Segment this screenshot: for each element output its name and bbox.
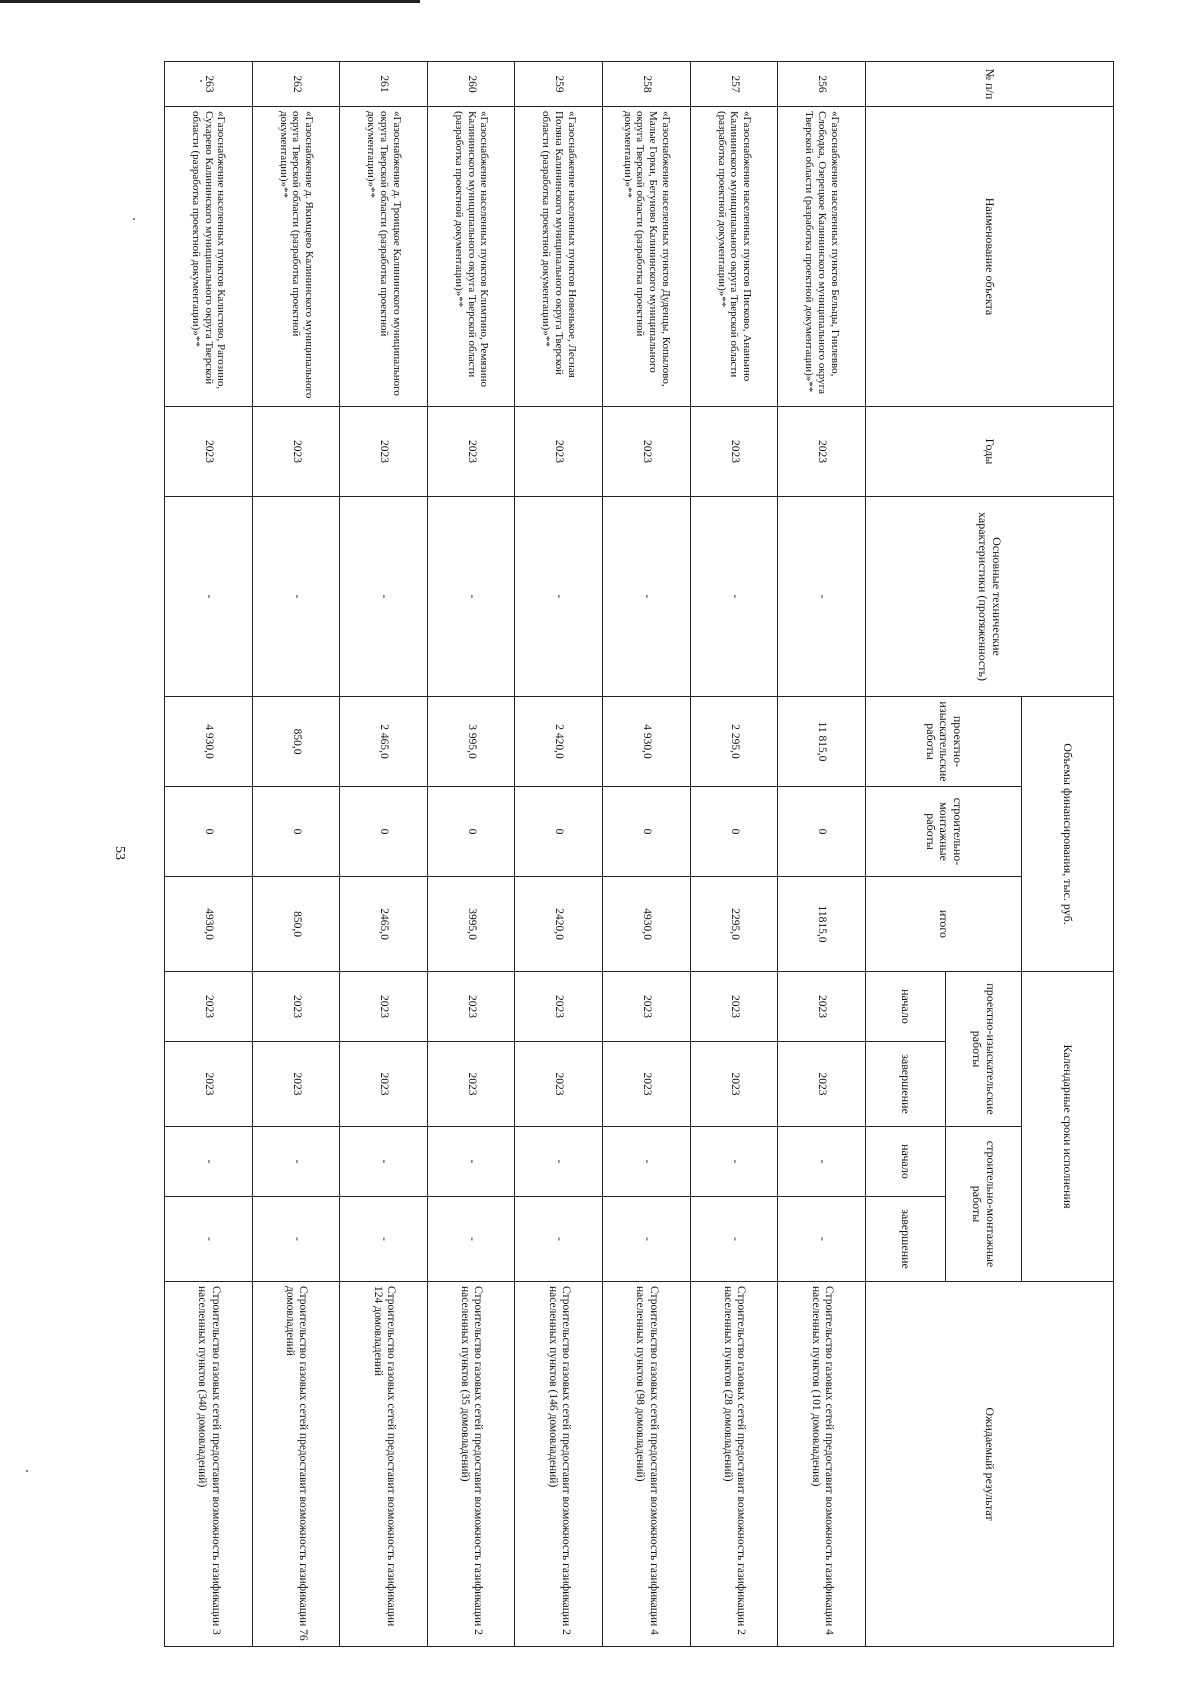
years-cell: 2023 [340, 407, 428, 497]
object-name-cell: «Газоснабжение населенных пунктов Дуденцы, Копылово, Малые Горки, Бегуново Калининского муниципального округа Тверской области (разработка проектной документации)»** [603, 107, 691, 407]
design-end-cell: 2023 [690, 1042, 778, 1127]
finance-total-cell: 2295,0 [690, 877, 778, 972]
construction-end-cell: - [515, 1197, 603, 1282]
table-row [515, 62, 603, 1647]
tech-specs-cell: - [252, 497, 340, 697]
table-row [165, 62, 253, 1647]
expected-result-cell: Строительство газовых сетей предоставит возможность газификации 2 населенных пунктов (28 домовладений) [690, 1282, 778, 1647]
years-cell: 2023 [165, 407, 253, 497]
years-cell: 2023 [515, 407, 603, 497]
construction-start-cell: - [427, 1127, 515, 1197]
finance-design-cell: 2 295,0 [690, 697, 778, 787]
finance-construction-cell: 0 [165, 787, 253, 877]
construction-end-cell: - [778, 1197, 866, 1282]
header-schedule: Календарные сроки исполнения [1022, 972, 1114, 1282]
header-num: № п/п [866, 62, 1114, 107]
design-start-cell: 2023 [340, 972, 428, 1042]
finance-total-cell: 850,0 [252, 877, 340, 972]
scan-speck [26, 1470, 28, 1472]
table-row [603, 62, 691, 1647]
finance-total-cell: 4930,0 [603, 877, 691, 972]
design-end-cell: 2023 [515, 1042, 603, 1127]
scan-speck [133, 218, 135, 220]
scan-top-border [0, 0, 420, 3]
finance-construction-cell: 0 [340, 787, 428, 877]
row-number-cell: 263 [165, 62, 253, 107]
design-end-cell: 2023 [252, 1042, 340, 1127]
header-design-start: начало [866, 972, 946, 1042]
construction-start-cell: - [603, 1127, 691, 1197]
years-cell: 2023 [690, 407, 778, 497]
construction-start-cell: - [340, 1127, 428, 1197]
years-cell: 2023 [778, 407, 866, 497]
design-start-cell: 2023 [165, 972, 253, 1042]
construction-start-cell: - [515, 1127, 603, 1197]
header-years: Годы [866, 407, 1114, 497]
expected-result-cell: Строительство газовых сетей предоставит возможность газификации 4 населенных пунктов (98 домовладений) [603, 1282, 691, 1647]
design-start-cell: 2023 [690, 972, 778, 1042]
construction-end-cell: - [165, 1197, 253, 1282]
table-body [165, 62, 866, 1647]
rotated-page [164, 61, 1114, 1646]
header-construction-end: завершение [866, 1197, 946, 1282]
header-finance-design: проектно-изыскательские работы [866, 697, 1022, 787]
finance-design-cell: 2 420,0 [515, 697, 603, 787]
row-number-cell: 260 [427, 62, 515, 107]
header-schedule-design: проектно-изыскательские работы [946, 972, 1022, 1127]
finance-construction-cell: 0 [778, 787, 866, 877]
finance-total-cell: 11815,0 [778, 877, 866, 972]
table-row [778, 62, 866, 1647]
construction-start-cell: - [252, 1127, 340, 1197]
object-name-cell: «Газоснабжение населенных пунктов Писково, Ананьино Калининского муниципального округа Тверской области (разработка проектной документации)»** [690, 107, 778, 407]
table-row [427, 62, 515, 1647]
object-name-cell: «Газоснабжение д. Троицкое Калининского муниципального округа Тверской области (разработка проектной документации)»** [340, 107, 428, 407]
table-row [690, 62, 778, 1647]
header-schedule-construction: строительно-монтажные работы [946, 1127, 1022, 1282]
design-start-cell: 2023 [252, 972, 340, 1042]
construction-start-cell: - [690, 1127, 778, 1197]
finance-construction-cell: 0 [515, 787, 603, 877]
tech-specs-cell: - [515, 497, 603, 697]
header-row-1 [1022, 62, 1114, 1647]
years-cell: 2023 [603, 407, 691, 497]
finance-total-cell: 4930,0 [165, 877, 253, 972]
row-number-cell: 256 [778, 62, 866, 107]
expected-result-cell: Строительство газовых сетей предоставит возможность газификации 4 населенных пунктов (101 домовладения) [778, 1282, 866, 1647]
expected-result-cell: Строительство газовых сетей предоставит возможность газификации 2 населенных пунктов (146 домовладений) [515, 1282, 603, 1647]
construction-start-cell: - [165, 1127, 253, 1197]
object-name-cell: «Газоснабжение населенных пунктов Климтино, Ремязино Калининского муниципального округа Тверской области (разработка проектной документации)»** [427, 107, 515, 407]
row-number-cell: 262 [252, 62, 340, 107]
header-result: Ожидаемый результат [866, 1282, 1114, 1647]
design-end-cell: 2023 [165, 1042, 253, 1127]
object-name-cell: «Газоснабжение населенных пунктов Калистово, Рагозино, Сухарево Калининского муниципального округа Тверской области (разработка проектной документации)»** [165, 107, 253, 407]
row-number-cell: 257 [690, 62, 778, 107]
finance-design-cell: 2 465,0 [340, 697, 428, 787]
years-cell: 2023 [252, 407, 340, 497]
row-number-cell: 259 [515, 62, 603, 107]
expected-result-cell: Строительство газовых сетей предоставит возможность газификации 3 населенных пунктов (340 домовладений) [165, 1282, 253, 1647]
tech-specs-cell: - [427, 497, 515, 697]
design-end-cell: 2023 [340, 1042, 428, 1127]
table-row [252, 62, 340, 1647]
tech-specs-cell: - [690, 497, 778, 697]
expected-result-cell: Строительство газовых сетей предоставит возможность газификации 2 населенных пунктов (35 домовладений) [427, 1282, 515, 1647]
object-name-cell: «Газоснабжение д. Якимцево Калининского муниципального округа Тверской области (разработка проектной документации)»** [252, 107, 340, 407]
finance-design-cell: 3 995,0 [427, 697, 515, 787]
finance-construction-cell: 0 [690, 787, 778, 877]
finance-design-cell: 11 815,0 [778, 697, 866, 787]
object-name-cell: «Газоснабжение населенных пунктов Бельцы, Гнилевво, Слободка, Озерецкое Калининского муниципального округа Тверской области (разработка проектной документации)»** [778, 107, 866, 407]
row-number-cell: 258 [603, 62, 691, 107]
row-number-cell: 261 [340, 62, 428, 107]
finance-construction-cell: 0 [427, 787, 515, 877]
construction-end-cell: - [427, 1197, 515, 1282]
tech-specs-cell: - [778, 497, 866, 697]
design-end-cell: 2023 [778, 1042, 866, 1127]
table-row [340, 62, 428, 1647]
object-name-cell: «Газоснабжение населенных пунктов Новенькое, Лесная Поляна Калининского муниципального округа Тверской области (разработка проектной документации)»** [515, 107, 603, 407]
design-end-cell: 2023 [427, 1042, 515, 1127]
header-finance-construction: строительно-монтажные работы [866, 787, 1022, 877]
finance-construction-cell: 0 [252, 787, 340, 877]
header-name: Наименование объекта [866, 107, 1114, 407]
page-number: 53 [112, 846, 127, 860]
finance-design-cell: 4 930,0 [603, 697, 691, 787]
tech-specs-cell: - [603, 497, 691, 697]
construction-end-cell: - [252, 1197, 340, 1282]
expected-result-cell: Строительство газовых сетей предоставит возможность газификации 76 домовладений [252, 1282, 340, 1647]
expected-result-cell: Строительство газовых сетей предоставит возможность газификации 124 домовладений [340, 1282, 428, 1647]
construction-start-cell: - [778, 1127, 866, 1197]
tech-specs-cell: - [340, 497, 428, 697]
finance-design-cell: 850,0 [252, 697, 340, 787]
header-design-end: завершение [866, 1042, 946, 1127]
finance-total-cell: 3995,0 [427, 877, 515, 972]
header-finance-total: итого [866, 877, 1022, 972]
design-start-cell: 2023 [515, 972, 603, 1042]
header-finance: Объемы финансирования, тыс. руб. [1022, 697, 1114, 972]
finance-construction-cell: 0 [603, 787, 691, 877]
finance-total-cell: 2420,0 [515, 877, 603, 972]
design-start-cell: 2023 [427, 972, 515, 1042]
design-start-cell: 2023 [603, 972, 691, 1042]
construction-end-cell: - [340, 1197, 428, 1282]
gasification-table [164, 61, 1114, 1647]
design-start-cell: 2023 [778, 972, 866, 1042]
header-construction-start: начало [866, 1127, 946, 1197]
finance-design-cell: 4 930,0 [165, 697, 253, 787]
finance-total-cell: 2465,0 [340, 877, 428, 972]
header-tech: Основные технические характеристики (протяженность) [866, 497, 1114, 697]
construction-end-cell: - [690, 1197, 778, 1282]
years-cell: 2023 [427, 407, 515, 497]
construction-end-cell: - [603, 1197, 691, 1282]
tech-specs-cell: - [165, 497, 253, 697]
design-end-cell: 2023 [603, 1042, 691, 1127]
